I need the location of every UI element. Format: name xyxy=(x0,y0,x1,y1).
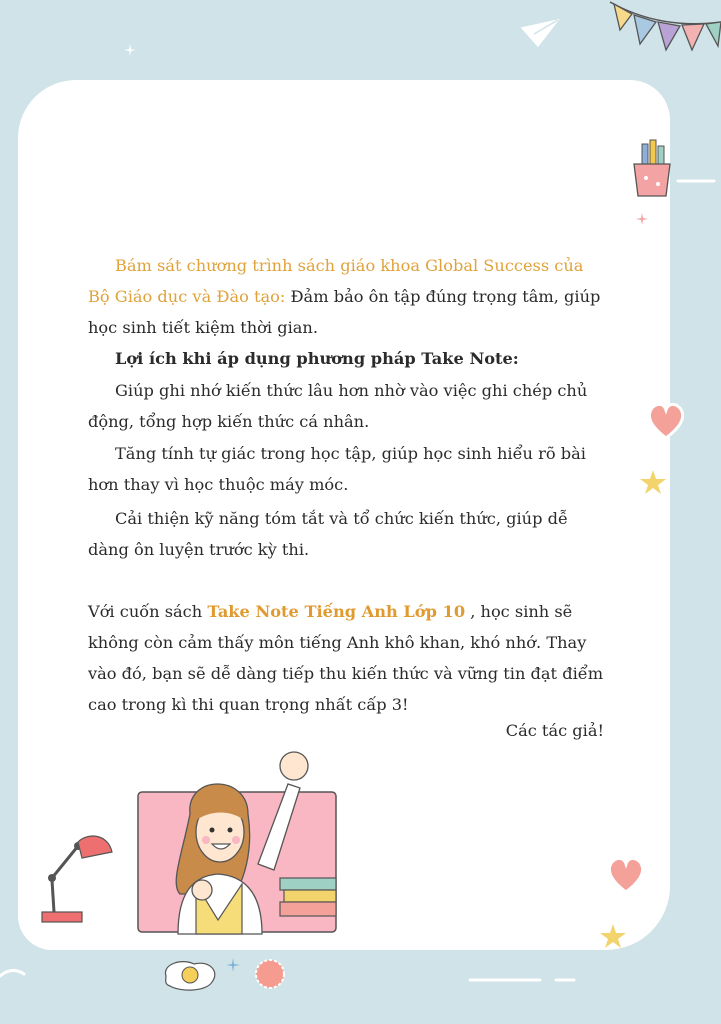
closing-text-end: , học sinh sẽ không còn cảm thấy môn tiếng Anh khô khan, khó nhớ. Thay vào đó, bạn sẽ dễ dàng tiếp thu kiến thức và vững tin đạt điểm cao trong kì thi quan trọng nhất cấp 3! xyxy=(88,602,604,714)
girl-illustration xyxy=(138,744,338,934)
book-title: Take Note Tiếng Anh Lớp 10 xyxy=(207,602,466,621)
bunting-flags xyxy=(600,0,721,70)
star-icon xyxy=(640,470,666,494)
closing-paragraph xyxy=(88,596,604,720)
benefit-item-1: Giúp ghi nhớ kiến thức lâu hơn nhờ vào việc ghi chép chủ động, tổng hợp kiến thức cá nhân. xyxy=(88,381,588,431)
signature: Các tác giả! xyxy=(505,721,604,740)
intro-text: Đảm bảo ôn tập đúng trọng tâm, giúp học sinh tiết kiệm thời gian. xyxy=(88,287,601,337)
intro-highlight: Bám sát chương trình sách giáo khoa Global Success của Bộ Giáo dục và Đào tạo: xyxy=(88,256,584,306)
benefit-item-3: Cải thiện kỹ năng tóm tắt và tổ chức kiến thức, giúp dễ dàng ôn luyện trước kỳ thi. xyxy=(88,509,568,559)
intro-paragraph xyxy=(88,250,604,343)
benefits-heading: Lợi ích khi áp dụng phương pháp Take Note: xyxy=(115,349,519,368)
star-icon xyxy=(600,924,626,948)
sparkle-icon xyxy=(636,213,648,225)
heart-icon xyxy=(606,856,646,894)
pencil-cup-icon xyxy=(630,140,680,200)
heart-icon xyxy=(646,402,686,440)
paper-plane-icon xyxy=(520,18,560,48)
closing-text-start: Với cuốn sách xyxy=(88,602,208,621)
sparkle-icon xyxy=(0,960,721,990)
benefit-item-2: Tăng tính tự giác trong học tập, giúp học sinh hiểu rõ bài hơn thay vì học thuộc máy móc. xyxy=(88,444,586,494)
sparkle-icon xyxy=(124,44,136,56)
desk-lamp-icon xyxy=(38,832,118,928)
sparkle-icon xyxy=(676,176,716,186)
